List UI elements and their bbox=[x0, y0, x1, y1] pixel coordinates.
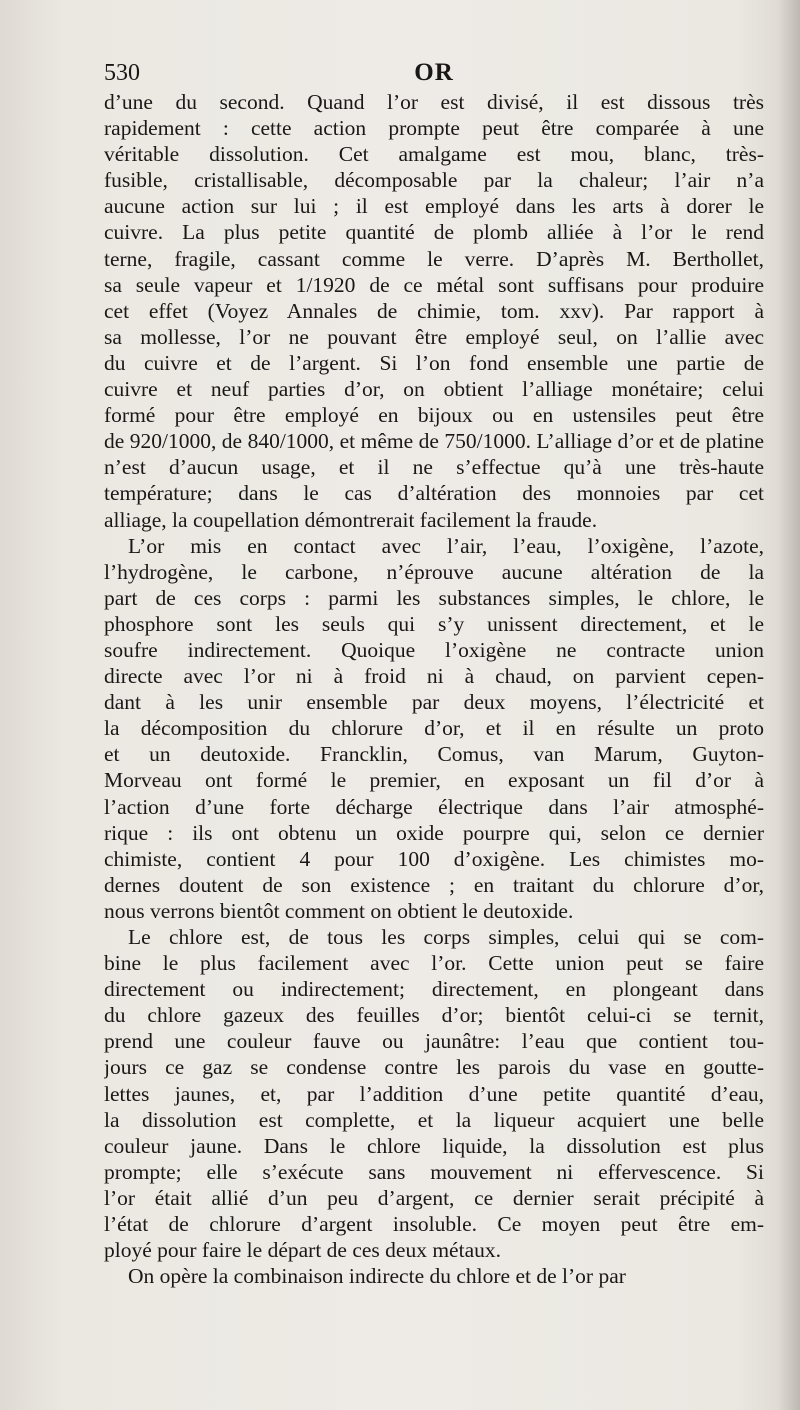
text-line: sa mollesse, l’or ne pouvant être employé seul, on l’allie avec bbox=[104, 324, 764, 349]
paragraph-end-line: ployé pour faire le départ de ces deux métaux. bbox=[104, 1238, 501, 1263]
body-text bbox=[104, 89, 764, 1289]
text-line: l’or était allié d’un peu d’argent, ce dernier serait précipité à bbox=[104, 1185, 764, 1210]
page-edge-shadow bbox=[778, 0, 800, 1410]
text-line: du chlore gazeux des feuilles d’or; bientôt celui-ci se ternit, bbox=[104, 1003, 764, 1028]
paragraph-end-line: nous verrons bientôt comment on obtient le deutoxide. bbox=[104, 898, 574, 923]
text-line: couleur jaune. Dans le chlore liquide, la dissolution est plus bbox=[104, 1133, 764, 1158]
paragraph-start-line: Le chlore est, de tous les corps simples, celui qui se com- bbox=[128, 925, 764, 949]
paragraph-start-line: On opère la combinaison indirecte du chlore et de l’or par bbox=[128, 1264, 626, 1289]
text-line: l’hydrogène, le carbone, n’éprouve aucune altération de la bbox=[104, 559, 764, 584]
text-line: prompte; elle s’exécute sans mouvement ni effervescence. Si bbox=[104, 1159, 764, 1184]
text-line: sa seule vapeur et 1/1920 de ce métal sont suffisans pour produire bbox=[104, 272, 764, 297]
text-line: phosphore sont les seuls qui s’y unissent directement, et le bbox=[104, 611, 764, 636]
text-line: fusible, cristallisable, décomposable par la chaleur; l’air n’a bbox=[104, 168, 764, 193]
paragraph-start-line: L’or mis en contact avec l’air, l’eau, l’oxigène, l’azote, bbox=[128, 533, 764, 558]
text-line: directement ou indirectement; directement, en plongeant dans bbox=[104, 977, 764, 1002]
text-line: l’état de chlorure d’argent insoluble. Ce moyen peut être em- bbox=[104, 1212, 764, 1237]
text-line: bine le plus facilement avec l’or. Cette union peut se faire bbox=[104, 951, 764, 976]
text-line: rique : ils ont obtenu un oxide pourpre qui, selon ce dernier bbox=[104, 820, 764, 845]
text-line: soufre indirectement. Quoique l’oxigène ne contracte union bbox=[104, 637, 764, 662]
text-line: et un deutoxide. Francklin, Comus, van Marum, Guyton- bbox=[104, 742, 764, 767]
text-line: prend une couleur fauve ou jaunâtre: l’eau que contient tou- bbox=[104, 1029, 764, 1054]
text-line: cet effet (Voyez Annales de chimie, tom. xxv). Par rapport à bbox=[104, 298, 764, 323]
text-line: la dissolution est complette, et la liqueur acquiert une belle bbox=[104, 1107, 764, 1132]
text-line: cuivre et neuf parties d’or, on obtient l’alliage monétaire; celui bbox=[104, 377, 764, 402]
text-line: formé pour être employé en bijoux ou en ustensiles peut être bbox=[104, 403, 764, 428]
text-line: de 920/1000, de 840/1000, et même de 750/1000. L’alliage d’or et de platine bbox=[104, 429, 764, 454]
text-line: rapidement : cette action prompte peut être comparée à une bbox=[104, 116, 764, 141]
text-line: d’une du second. Quand l’or est divisé, il est dissous très bbox=[104, 90, 764, 114]
text-line: terne, fragile, cassant comme le verre. D’après M. Berthollet, bbox=[104, 246, 764, 271]
text-line: chimiste, contient 4 pour 100 d’oxigène. Les chimistes mo- bbox=[104, 846, 764, 871]
text-line: température; dans le cas d’altération des monnoies par cet bbox=[104, 481, 764, 506]
page-number: 530 bbox=[104, 60, 140, 86]
text-line: part de ces corps : parmi les substances simples, le chlore, le bbox=[104, 585, 764, 610]
text-line: cuivre. La plus petite quantité de plomb alliée à l’or le rend bbox=[104, 220, 764, 245]
text-line: n’est d’aucun usage, et il ne s’effectue qu’à une très-haute bbox=[104, 455, 764, 480]
text-line: jours ce gaz se condense contre les parois du vase en goutte- bbox=[104, 1055, 764, 1080]
text-line: dernes doutent de son existence ; en traitant du chlorure d’or, bbox=[104, 872, 764, 897]
text-line: du cuivre et de l’argent. Si l’on fond ensemble une partie de bbox=[104, 350, 764, 375]
page-header bbox=[104, 56, 764, 90]
text-line: lettes jaunes, et, par l’addition d’une petite quantité d’eau, bbox=[104, 1081, 764, 1106]
paragraph-end-line: alliage, la coupellation démontrerait facilement la fraude. bbox=[104, 507, 598, 532]
text-line: aucune action sur lui ; il est employé dans les arts à dorer le bbox=[104, 194, 764, 219]
text-line: Morveau ont formé le premier, en exposant un fil d’or à bbox=[104, 768, 764, 793]
text-line: dant à les unir ensemble par deux moyens, l’électricité et bbox=[104, 690, 764, 715]
text-line: l’action d’une forte décharge électrique dans l’air atmosphé- bbox=[104, 794, 764, 819]
text-line: directe avec l’or ni à froid ni à chaud, on parvient cepen- bbox=[104, 664, 764, 689]
text-line: véritable dissolution. Cet amalgame est mou, blanc, très- bbox=[104, 142, 764, 167]
text-line: la décomposition du chlorure d’or, et il en résulte un proto bbox=[104, 716, 764, 741]
running-head: OR bbox=[414, 59, 454, 86]
